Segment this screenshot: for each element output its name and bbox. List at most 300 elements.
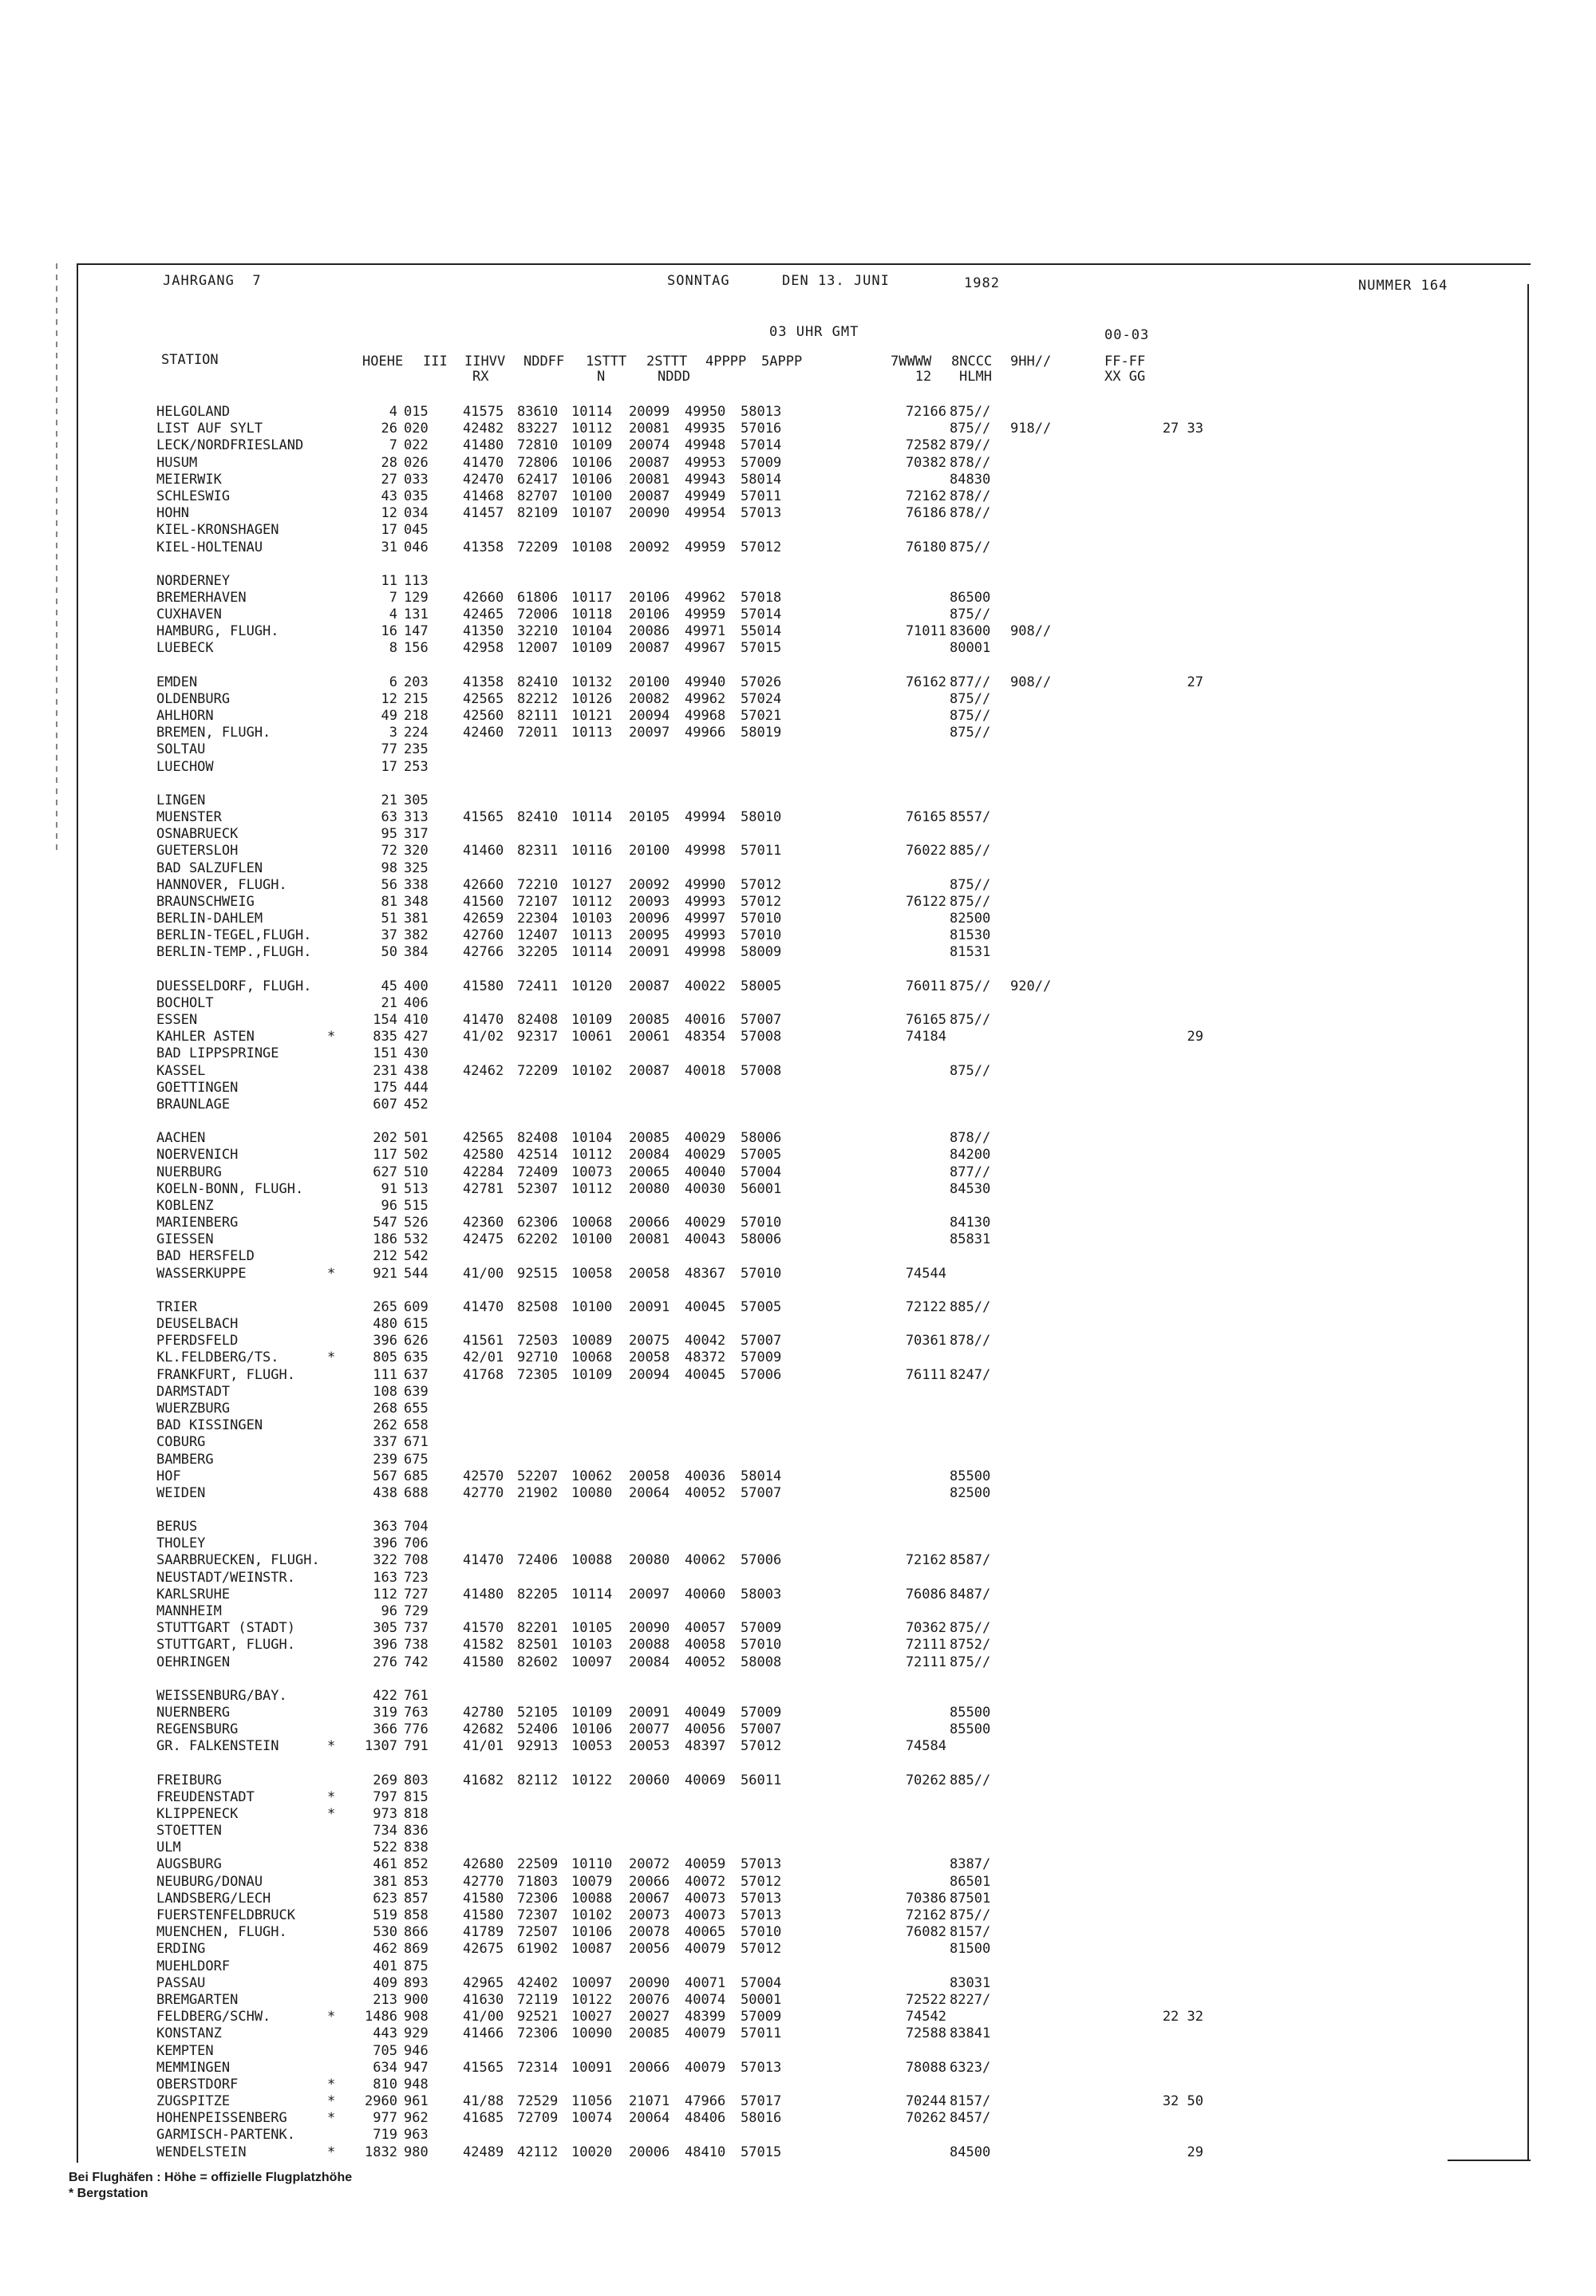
- hoehe: 28: [381, 454, 397, 471]
- group-4: 20077: [629, 1721, 670, 1738]
- station-name: OLDENBURG: [156, 690, 231, 707]
- col-g3-line1: 1STTT: [586, 354, 627, 369]
- station-name: NORDERNEY: [156, 572, 231, 589]
- group-4: 20091: [629, 1298, 670, 1315]
- iii: 908: [404, 2009, 429, 2025]
- group-1: 41580: [463, 1890, 504, 1907]
- group-8: 877//: [950, 674, 991, 690]
- group-3: 10109: [571, 437, 613, 454]
- table-row: [156, 843, 1505, 860]
- group-5: 40079: [685, 2025, 726, 2042]
- group-6: 58006: [741, 1231, 782, 1248]
- group-3: 10090: [571, 2025, 613, 2042]
- group-8: 875//: [950, 539, 991, 555]
- iii: 381: [404, 911, 429, 927]
- group-5: 40022: [685, 978, 726, 994]
- iii: 900: [404, 1991, 429, 2008]
- station-name: HELGOLAND: [156, 404, 231, 420]
- hoehe: 363: [373, 1519, 397, 1535]
- station-name: HOHENPEISSENBERG: [156, 2110, 287, 2127]
- hoehe: 12: [381, 690, 397, 707]
- iii: 410: [404, 1012, 429, 1028]
- station-name: HOHN: [156, 505, 189, 522]
- group-3: 10126: [571, 690, 613, 707]
- group-4: 20076: [629, 1991, 670, 2008]
- table-row: [156, 995, 1505, 1012]
- group-1: 41460: [463, 843, 504, 860]
- station-name: BERUS: [156, 1519, 198, 1535]
- hoehe: 37: [381, 927, 397, 944]
- group-2: 72006: [517, 607, 559, 623]
- hoehe: 6: [389, 674, 397, 690]
- table-row: [156, 792, 1505, 809]
- group-3: 10104: [571, 1130, 613, 1147]
- group-8: 875//: [950, 876, 991, 893]
- group-3: 10113: [571, 927, 613, 944]
- group-2: 82109: [517, 505, 559, 522]
- iii: 218: [404, 708, 429, 724]
- group-2: 71803: [517, 1873, 559, 1890]
- group-4: 20058: [629, 1350, 670, 1366]
- group-6: 57021: [741, 708, 782, 724]
- iii: 708: [404, 1552, 429, 1569]
- group-2: 83227: [517, 421, 559, 437]
- group-2: 52307: [517, 1180, 559, 1197]
- group-6: 56001: [741, 1180, 782, 1197]
- group-2: 42402: [517, 1974, 559, 1991]
- table-row: [156, 1721, 1505, 1738]
- table-row: [156, 809, 1505, 826]
- station-name: MUEHLDORF: [156, 1958, 231, 1974]
- station-group: [156, 1299, 1505, 1502]
- group-6: 57009: [741, 454, 782, 471]
- group-4: 20087: [629, 1062, 670, 1079]
- group-6: 57010: [741, 1215, 782, 1231]
- iii: 035: [404, 488, 429, 504]
- iii: 635: [404, 1350, 429, 1366]
- table-row: [156, 725, 1505, 741]
- footnote-mountain-station: * Bergstation: [69, 2187, 148, 2200]
- group-1: 41630: [463, 1991, 504, 2008]
- hoehe: 4: [389, 607, 397, 623]
- hoehe: 805: [373, 1350, 397, 1366]
- table-row: [156, 978, 1505, 995]
- hoehe: 43: [381, 488, 397, 504]
- station-name: DUESSELDORF, FLUGH.: [156, 978, 312, 994]
- table-row: [156, 1570, 1505, 1587]
- group-5: 40079: [685, 1941, 726, 1958]
- group-6: 57016: [741, 421, 782, 437]
- station-group: [156, 1130, 1505, 1282]
- group-4: 20084: [629, 1147, 670, 1164]
- group-7: 76186: [905, 505, 946, 522]
- hoehe: 7: [389, 589, 397, 606]
- group-7: 76180: [905, 539, 946, 555]
- group-8: 878//: [950, 1333, 991, 1350]
- group-3: 10079: [571, 1873, 613, 1890]
- table-row: [156, 1350, 1505, 1366]
- table-row: [156, 2093, 1505, 2110]
- binding-dots: [56, 263, 57, 854]
- group-8: 81531: [950, 944, 991, 961]
- station-name: HUSUM: [156, 454, 198, 471]
- station-name: KONSTANZ: [156, 2025, 222, 2042]
- table-row: [156, 674, 1505, 691]
- hoehe: 438: [373, 1484, 397, 1501]
- group-4: 20096: [629, 911, 670, 927]
- group-2: 82201: [517, 1620, 559, 1637]
- hoehe: 409: [373, 1974, 397, 1991]
- station-name: NUERNBERG: [156, 1704, 231, 1721]
- group-8: 82500: [950, 1484, 991, 1501]
- iii: 156: [404, 640, 429, 657]
- group-6: 50001: [741, 1991, 782, 2008]
- station-name: NUERBURG: [156, 1164, 222, 1180]
- hoehe: 719: [373, 2127, 397, 2144]
- group-2: 72709: [517, 2110, 559, 2127]
- group-8: 81500: [950, 1941, 991, 1958]
- table-row: [156, 1992, 1505, 2009]
- group-5: 48372: [685, 1350, 726, 1366]
- station-name: KASSEL: [156, 1062, 206, 1079]
- table-row: [156, 472, 1505, 488]
- group-1: 41466: [463, 2025, 504, 2042]
- group-7: 72582: [905, 437, 946, 454]
- group-6: 57011: [741, 843, 782, 860]
- group-1: 41470: [463, 1012, 504, 1028]
- iii: 131: [404, 607, 429, 623]
- group-3: 10117: [571, 589, 613, 606]
- group-5: 40029: [685, 1147, 726, 1164]
- station-name: STOETTEN: [156, 1823, 222, 1840]
- table-row: [156, 2077, 1505, 2093]
- group-7: 74184: [905, 1029, 946, 1045]
- station-name: OBERSTDORF: [156, 2076, 239, 2092]
- iii: 382: [404, 927, 429, 944]
- col-ff-line1: FF-FF: [1104, 354, 1146, 369]
- group-8: 81530: [950, 927, 991, 944]
- iii: 857: [404, 1890, 429, 1907]
- group-3: 10053: [571, 1738, 613, 1755]
- group-3: 10089: [571, 1333, 613, 1350]
- group-3: 10110: [571, 1856, 613, 1873]
- group-4: 20058: [629, 1468, 670, 1484]
- group-7: 76162: [905, 674, 946, 690]
- station-name: NEUBURG/DONAU: [156, 1873, 263, 1890]
- group-6: 57011: [741, 2025, 782, 2042]
- group-2: 72305: [517, 1366, 559, 1383]
- group-5: 40065: [685, 1924, 726, 1941]
- station-name: FELDBERG/SCHW.: [156, 2009, 271, 2025]
- group-8: 877//: [950, 1164, 991, 1180]
- iii: 685: [404, 1468, 429, 1484]
- hoehe: 522: [373, 1840, 397, 1856]
- hoehe: 95: [381, 826, 397, 843]
- group-5: 40059: [685, 1856, 726, 1873]
- col-iii: III: [423, 354, 448, 369]
- hoehe: 7: [389, 437, 397, 454]
- group-1: 42675: [463, 1941, 504, 1958]
- iii: 639: [404, 1383, 429, 1400]
- table-row: [156, 1231, 1505, 1248]
- group-6: 57004: [741, 1974, 782, 1991]
- group-6: 58006: [741, 1130, 782, 1147]
- group-3: 10058: [571, 1265, 613, 1282]
- group-4: 20081: [629, 421, 670, 437]
- hoehe: 305: [373, 1620, 397, 1637]
- iii: 609: [404, 1298, 429, 1315]
- iii: 338: [404, 876, 429, 893]
- group-5: 40057: [685, 1620, 726, 1637]
- table-row: [156, 1452, 1505, 1468]
- table-row: [156, 1248, 1505, 1265]
- group-8: 885//: [950, 1772, 991, 1788]
- group-3: 10112: [571, 1147, 613, 1164]
- group-2: 82508: [517, 1298, 559, 1315]
- group-8: 875//: [950, 404, 991, 420]
- station-name: SOLTAU: [156, 741, 206, 758]
- table-row: [156, 1654, 1505, 1671]
- group-6: 57010: [741, 1265, 782, 1282]
- iii: 400: [404, 978, 429, 994]
- station-name: AHLHORN: [156, 708, 214, 724]
- group-2: 82408: [517, 1130, 559, 1147]
- station-name: LUEBECK: [156, 640, 214, 657]
- hoehe: 396: [373, 1535, 397, 1552]
- group-7: 70362: [905, 1620, 946, 1637]
- group-6: 57013: [741, 1890, 782, 1907]
- group-4: 20006: [629, 2144, 670, 2160]
- group-2: 72806: [517, 454, 559, 471]
- group-3: 10020: [571, 2144, 613, 2160]
- table-row: [156, 826, 1505, 843]
- group-4: 20056: [629, 1941, 670, 1958]
- station-name: STUTTGART (STADT): [156, 1620, 295, 1637]
- station-name: OSNABRUECK: [156, 826, 239, 843]
- station-name: MUENSTER: [156, 808, 222, 825]
- table-row: [156, 894, 1505, 911]
- group-3: 10121: [571, 708, 613, 724]
- hoehe: 91: [381, 1180, 397, 1197]
- group-6: 57012: [741, 539, 782, 555]
- group-1: 42780: [463, 1704, 504, 1721]
- station-group: [156, 1772, 1505, 2161]
- group-5: 40029: [685, 1130, 726, 1147]
- group-7: 72162: [905, 1907, 946, 1923]
- hoehe: 27: [381, 471, 397, 488]
- group-5: 48406: [685, 2110, 726, 2127]
- group-6: 57006: [741, 1366, 782, 1383]
- group-1: 41470: [463, 1298, 504, 1315]
- iii: 033: [404, 471, 429, 488]
- station-name: PASSAU: [156, 1974, 206, 1991]
- hoehe: 396: [373, 1637, 397, 1654]
- group-8: 8227/: [950, 1991, 991, 2008]
- table-row: [156, 539, 1505, 556]
- ff-ff: 27 33: [1162, 421, 1203, 437]
- hoehe: 1486: [365, 2009, 397, 2025]
- group-8: 86500: [950, 589, 991, 606]
- hoehe: 31: [381, 539, 397, 555]
- station-name: BRAUNSCHWEIG: [156, 893, 255, 910]
- group-6: 57007: [741, 1484, 782, 1501]
- group-6: 58014: [741, 1468, 782, 1484]
- group-6: 57008: [741, 1029, 782, 1045]
- group-7: 76165: [905, 1012, 946, 1028]
- iii: 147: [404, 623, 429, 640]
- table-row: [156, 2009, 1505, 2025]
- group-4: 20075: [629, 1333, 670, 1350]
- station-name: BAD LIPPSPRINGE: [156, 1045, 279, 1062]
- hoehe: 112: [373, 1586, 397, 1602]
- iii: 704: [404, 1519, 429, 1535]
- table-row: [156, 2060, 1505, 2077]
- group-4: 20074: [629, 437, 670, 454]
- group-6: 58014: [741, 471, 782, 488]
- iii: 020: [404, 421, 429, 437]
- group-8: 875//: [950, 893, 991, 910]
- table-row: [156, 1316, 1505, 1333]
- group-1: 41580: [463, 1907, 504, 1923]
- group-2: 62306: [517, 1215, 559, 1231]
- group-3: 10109: [571, 1704, 613, 1721]
- weekday: SONNTAG: [667, 273, 730, 289]
- group-6: 57009: [741, 2009, 782, 2025]
- hoehe: 422: [373, 1687, 397, 1704]
- group-2: 82408: [517, 1012, 559, 1028]
- group-5: 40045: [685, 1298, 726, 1315]
- hoehe: 461: [373, 1856, 397, 1873]
- iii: 325: [404, 860, 429, 876]
- group-8: 8587/: [950, 1552, 991, 1569]
- group-5: 40073: [685, 1907, 726, 1923]
- group-6: 57007: [741, 1721, 782, 1738]
- hoehe: 366: [373, 1721, 397, 1738]
- ff-ff: 29: [1187, 1029, 1203, 1045]
- iii: 737: [404, 1620, 429, 1637]
- col-g3: [586, 354, 626, 385]
- group-6: 57013: [741, 505, 782, 522]
- table-row: [156, 1941, 1505, 1958]
- group-3: 10106: [571, 454, 613, 471]
- group-7: 74584: [905, 1738, 946, 1755]
- group-4: 20087: [629, 488, 670, 504]
- hoehe: 154: [373, 1012, 397, 1028]
- group-1: 42580: [463, 1147, 504, 1164]
- group-6: 55014: [741, 623, 782, 640]
- group-2: 82707: [517, 488, 559, 504]
- group-5: 49954: [685, 505, 726, 522]
- group-8: 885//: [950, 843, 991, 860]
- group-5: 48399: [685, 2009, 726, 2025]
- table-row: [156, 759, 1505, 776]
- group-4: 20090: [629, 1974, 670, 1991]
- group-2: 52207: [517, 1468, 559, 1484]
- group-8: 84130: [950, 1215, 991, 1231]
- group-1: 42965: [463, 1974, 504, 1991]
- group-1: 42465: [463, 607, 504, 623]
- iii: 626: [404, 1333, 429, 1350]
- iii: 305: [404, 792, 429, 808]
- table-row: [156, 522, 1505, 539]
- station-name: LECK/NORDFRIESLAND: [156, 437, 304, 454]
- iii: 836: [404, 1823, 429, 1840]
- group-4: 20087: [629, 640, 670, 657]
- group-1: 42760: [463, 927, 504, 944]
- mountain-marker: *: [327, 1738, 336, 1755]
- group-2: 61902: [517, 1941, 559, 1958]
- hoehe: 276: [373, 1654, 397, 1670]
- station-name: DARMSTADT: [156, 1383, 231, 1400]
- group-1: 41480: [463, 1586, 504, 1602]
- group-2: 72011: [517, 725, 559, 741]
- group-1: 41565: [463, 808, 504, 825]
- hoehe: 265: [373, 1298, 397, 1315]
- mountain-marker: *: [327, 1350, 336, 1366]
- group-7: 76011: [905, 978, 946, 994]
- hoehe: 163: [373, 1569, 397, 1586]
- group-8: 86501: [950, 1873, 991, 1890]
- hoehe: 462: [373, 1941, 397, 1958]
- iii: 501: [404, 1130, 429, 1147]
- iii: 510: [404, 1164, 429, 1180]
- station-name: MANNHEIM: [156, 1603, 222, 1619]
- station-name: BAMBERG: [156, 1451, 214, 1468]
- group-3: 10108: [571, 539, 613, 555]
- group-2: 72306: [517, 2025, 559, 2042]
- group-1: 42958: [463, 640, 504, 657]
- table-row: [156, 2144, 1505, 2161]
- group-1: 41358: [463, 539, 504, 555]
- iii: 615: [404, 1316, 429, 1332]
- group-8: 875//: [950, 421, 991, 437]
- group-8: 85500: [950, 1468, 991, 1484]
- group-2: 92710: [517, 1350, 559, 1366]
- iii: 946: [404, 2042, 429, 2059]
- group-1: 41580: [463, 1654, 504, 1670]
- group-3: 10104: [571, 623, 613, 640]
- group-4: 20080: [629, 1180, 670, 1197]
- group-2: 61806: [517, 589, 559, 606]
- group-1: 42565: [463, 690, 504, 707]
- group-3: 10109: [571, 1012, 613, 1028]
- group-7: 72162: [905, 1552, 946, 1569]
- col-g7-line2: 12: [915, 369, 932, 385]
- group-8: 8157/: [950, 2093, 991, 2110]
- iii: 723: [404, 1569, 429, 1586]
- hoehe: 8: [389, 640, 397, 657]
- group-5: 40074: [685, 1991, 726, 2008]
- group-4: 20060: [629, 1772, 670, 1788]
- group-5: 49993: [685, 893, 726, 910]
- group-2: 42112: [517, 2144, 559, 2160]
- group-8: 85831: [950, 1231, 991, 1248]
- group-3: 10109: [571, 1366, 613, 1383]
- group-4: 20087: [629, 454, 670, 471]
- group-5: 40036: [685, 1468, 726, 1484]
- station-name: HANNOVER, FLUGH.: [156, 876, 287, 893]
- hoehe: 547: [373, 1215, 397, 1231]
- station-name: MEMMINGEN: [156, 2059, 231, 2076]
- group-5: 49968: [685, 708, 726, 724]
- group-5: 40062: [685, 1552, 726, 1569]
- group-4: 20080: [629, 1552, 670, 1569]
- group-1: 41789: [463, 1924, 504, 1941]
- group-6: 57010: [741, 1924, 782, 1941]
- observation-time: 03 UHR GMT: [769, 324, 859, 340]
- group-1: 41/01: [463, 1738, 504, 1755]
- station-group: [156, 978, 1505, 1114]
